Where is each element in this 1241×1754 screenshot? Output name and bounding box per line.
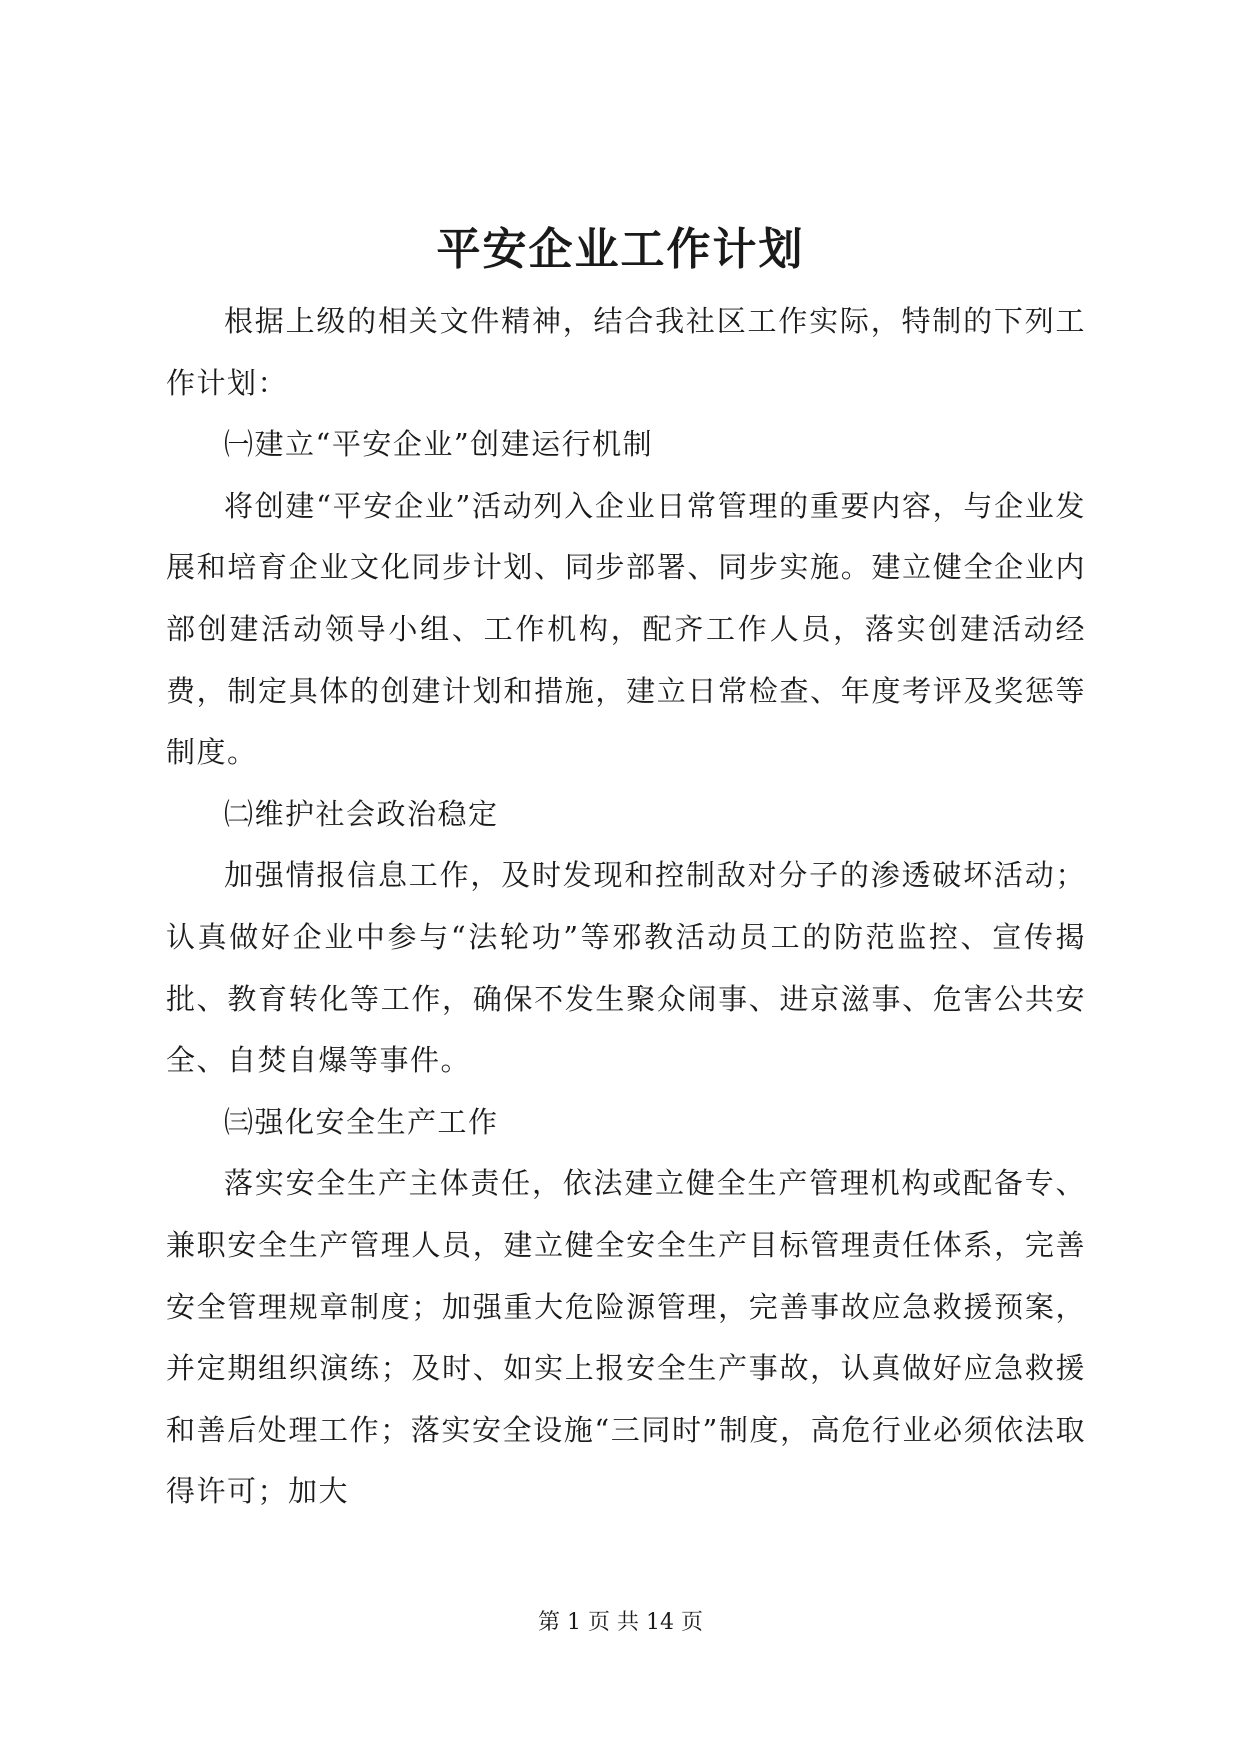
section-heading-3: ㈢强化安全生产工作 [224, 1104, 499, 1139]
paragraph-section-2: 加强情报信息工作，及时发现和控制敌对分子的渗透破坏活动；认真做好企业中参与“法轮功”等邪教活动员工的防范监控、宣传揭批、教育转化等工作，确保不发生聚众闹事、进京滋事、危害公共安全、自焚自爆等事件。 [166, 858, 1086, 1078]
paragraph-section-1: 将创建“平安企业”活动列入企业日常管理的重要内容，与企业发展和培育企业文化同步计划、同步部署、同步实施。建立健全企业内部创建活动领导小组、工作机构，配齐工作人员，落实创建活动经费，制定具体的创建计划和措施，建立日常检查、年度考评及奖惩等制度。 [166, 488, 1086, 770]
paragraph-intro: 根据上级的相关文件精神，结合我社区工作实际，特制的下列工作计划： [166, 304, 1086, 400]
section-heading-1: ㈠建立“平安企业”创建运行机制 [224, 427, 654, 462]
page-footer: 第 1 页 共 14 页 [538, 1610, 703, 1635]
document-title: 平安企业工作计划 [436, 224, 805, 275]
document-body [166, 291, 1086, 1523]
paragraph-section-3: 落实安全生产主体责任，依法建立健全生产管理机构或配备专、兼职安全生产管理人员，建立健全安全生产目标管理责任体系，完善安全管理规章制度；加强重大危险源管理，完善事故应急救援预案，并定期组织演练；及时、如实上报安全生产事故，认真做好应急救援和善后处理工作；落实安全设施“三同时”制度，高危行业必须依法取得许可；加大 [166, 1166, 1086, 1509]
section-heading-2: ㈡维护社会政治稳定 [224, 796, 499, 831]
